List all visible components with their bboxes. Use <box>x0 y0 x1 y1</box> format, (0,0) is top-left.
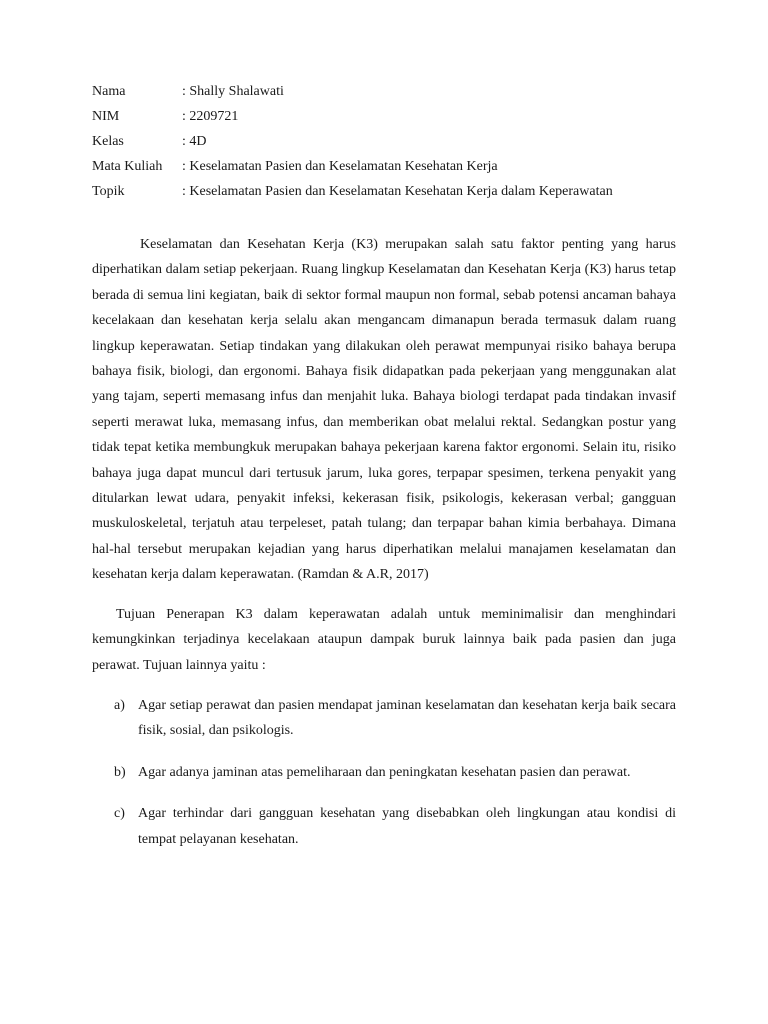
body-paragraph-k3-goals: Tujuan Penerapan K3 dalam keperawatan adalah untuk meminimalisir dan menghindari kemungkinkan terjadinya kecelakaan ataupun dampak buruk lainnya baik pada pasien dan juga perawat. Tujuan lainnya yaitu : <box>92 606 676 673</box>
goals-list <box>92 693 676 852</box>
document-page <box>92 84 676 868</box>
info-label: Mata Kuliah <box>92 159 163 174</box>
info-value: : Keselamatan Pasien dan Keselamatan Kesehatan Kerja dalam Keperawatan <box>182 184 613 199</box>
info-label: Nama <box>92 84 126 99</box>
info-value: : Shally Shalawati <box>182 84 284 99</box>
info-label: Topik <box>92 184 125 199</box>
info-row-kelas <box>92 134 613 159</box>
list-marker: c) <box>114 806 125 822</box>
info-row-nama <box>92 84 613 109</box>
student-info-table <box>92 84 613 209</box>
list-item-text: Agar setiap perawat dan pasien mendapat jaminan keselamatan dan kesehatan kerja baik secara fisik, sosial, dan psikologis. <box>138 697 676 739</box>
list-item <box>92 693 676 744</box>
list-item <box>92 801 676 852</box>
info-value: : 2209721 <box>182 109 239 124</box>
info-row-nim <box>92 109 613 134</box>
list-item <box>92 760 676 785</box>
info-row-mata-kuliah <box>92 159 613 184</box>
body-paragraph-k3-intro: Keselamatan dan Kesehatan Kerja (K3) merupakan salah satu faktor penting yang harus diperhatikan dalam setiap pekerjaan. Ruang lingkup Keselamatan dan Kesehatan Kerja (K3) harus tetap berada di semua lini kegiatan, baik di sektor formal maupun non formal, sebab potensi ancaman bahaya kecelakaan dan kesehatan kerja selalu akan mengancam dimanapun berada termasuk dalam ruang lingkup keperawatan. Setiap tindakan yang dilakukan oleh perawat mempunyai risiko bahaya berupa bahaya fisik, biologi, dan ergonomi. Bahaya fisik didapatkan pada pekerjaan yang menggunakan alat yang tajam, seperti memasang infus dan menjahit luka. Bahaya biologi terdapat pada tindakan invasif seperti merawat luka, memasang infus, dan memberikan obat melalui rektal. Sedangkan postur yang tidak tepat ketika membungkuk merupakan bahaya pekerjaan karena faktor ergonomi. Selain itu, risiko bahaya juga dapat muncul dari tertusuk jarum, luka gores, terpapar spesimen, terkena penyakit yang ditularkan lewat udara, penyakit infeksi, kekerasan fisik, psikologis, kekerasan verbal; gangguan muskuloskeletal, terjatuh atau terpeleset, patah tulang; dan terpapar bahan kimia berbahaya. Dimana hal-hal tersebut merupakan kejadian yang harus diperhatikan melalui manajamen keselamatan dan kesehatan kerja dalam keperawatan. (Ramdan & A.R, 2017) <box>92 237 676 583</box>
list-marker: a) <box>114 697 125 713</box>
info-row-topik <box>92 184 613 209</box>
list-item-text: Agar terhindar dari gangguan kesehatan yang disebabkan oleh lingkungan atau kondisi di tempat pelayanan kesehatan. <box>138 806 676 847</box>
list-marker: b) <box>114 764 126 780</box>
list-item-text: Agar adanya jaminan atas pemeliharaan dan peningkatan kesehatan pasien dan perawat. <box>138 764 631 780</box>
info-label: Kelas <box>92 134 124 149</box>
info-label: NIM <box>92 109 120 124</box>
info-value: : Keselamatan Pasien dan Keselamatan Kesehatan Kerja <box>182 159 498 174</box>
info-value: : 4D <box>182 134 207 149</box>
